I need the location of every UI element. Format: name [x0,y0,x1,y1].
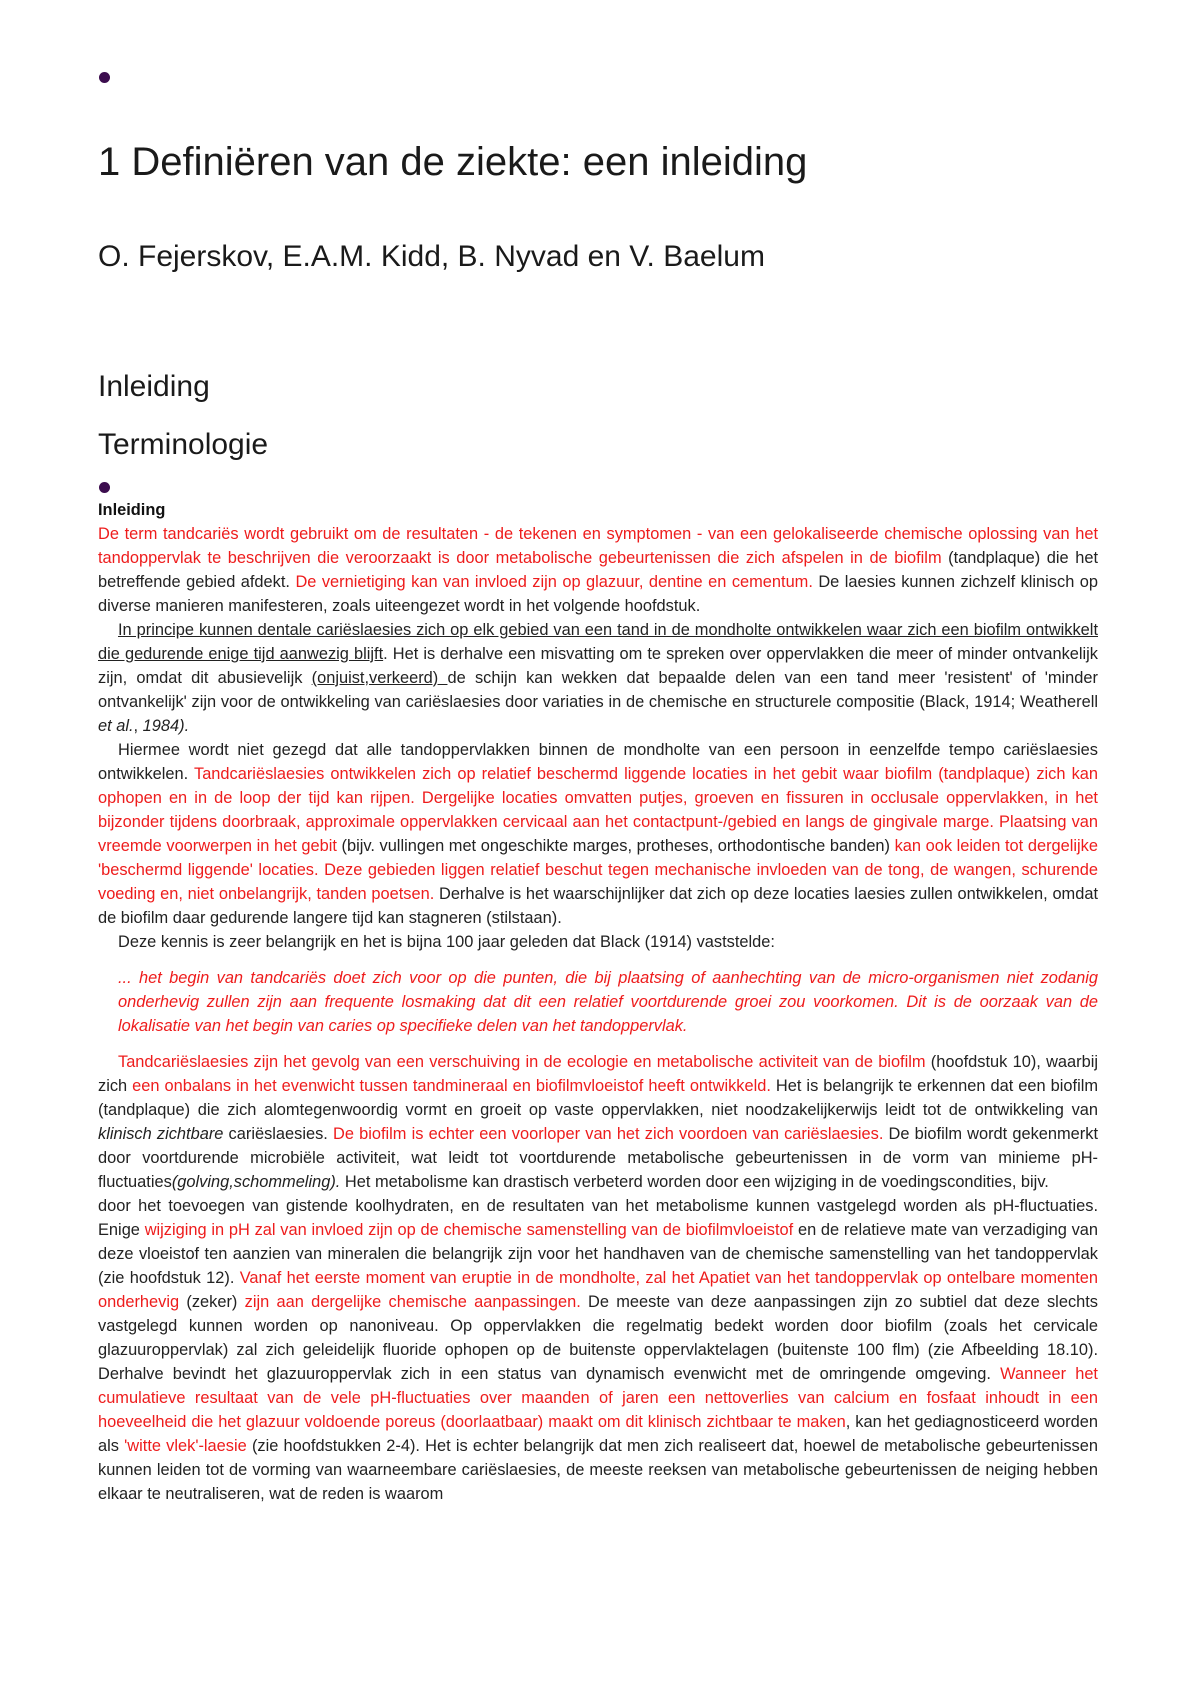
highlighted-text: wijziging in pH zal van invloed zijn op de chemische samenstelling van de biofilmvloeistof [144,1221,794,1239]
italic-text: et al. [98,717,134,735]
text: . Het is derhalve een misvatting om te spreken over oppervlakken die meer of minder ontvankelijk zijn, omdat dit abusievelijk [98,645,1099,687]
text: De meeste van deze aanpassingen zijn zo subtiel dat deze slechts vastgelegd kunnen worden op nanoniveau. Op oppervlakken die regelmatig bedekt worden door biofilm (zoals het cervicale glazuuroppervlak) zal zich geleidelijk fluoride ophopen op de buitenste oppervlaktelagen (buitenste 100 flm) (zie Afbeelding 18.10). Derhalve bevindt het glazuuroppervlak zich in een status van dynamisch evenwicht met de omringende omgeving. [98,1293,1099,1383]
section-heading-inleiding: Inleiding [98,370,210,403]
text: door het toevoegen van gistende koolhydraten, en de resultaten van het metabolisme kunnen vastgelegd worden als pH-fluctuaties. Enige [98,1197,1098,1239]
underlined-text: In principe kunnen dentale cariëslaesies zich op elk gebied van een tand in de mondholte ontwikkelen waar zich een biofilm ontwikkelt die gedurende enige tijd aanwezig blijft [98,621,1098,663]
italic-text: 1984). [142,717,190,735]
italic-text: (golving,schommeling). [171,1173,341,1191]
text: (zie hoofdstukken 2-4). Het is echter belangrijk dat men zich realiseert dat, hoewel de metabolische gebeurtenissen kunnen leiden tot de vorming van waarneembare cariëslaesies, de meeste reeksen van metabolische gebeurtenissen de neiging hebben elkaar te neutraliseren, wat de reden is waarom [98,1437,1098,1503]
text: , kan het gediagnosticeerd worden als [98,1413,1098,1455]
highlighted-text: Vanaf het eerste moment van eruptie in de mondholte, zal het Apatiet van het tandoppervlak op ontelbare momenten onderhevig [98,1269,1098,1311]
paragraph [98,1050,1098,1194]
chapter-title: 1 Definiëren van de ziekte: een inleiding [98,140,808,184]
highlighted-text: De biofilm is echter een voorloper van het zich voordoen van cariëslaesies. [333,1125,884,1143]
text: (hoofdstuk 10), waarbij zich [98,1053,1098,1095]
highlighted-text: zijn aan dergelijke chemische aanpassingen. [244,1293,581,1311]
text: en de relatieve mate van verzadiging van deze vloeistof ten aanzien van mineralen die belangrijk zijn voor het handhaven van de chemische samenstelling van het tandoppervlak (zie hoofdstuk 12). [98,1221,1098,1287]
paragraph [98,618,1098,738]
highlighted-text: kan ook leiden tot dergelijke 'beschermd liggende' locaties. Deze gebieden liggen relatief beschut tegen mechanische invloeden van de tong, de wangen, schurende voeding en, niet onbelangrijk, tanden poetsen. [98,837,1098,903]
section-heading-terminologie: Terminologie [98,428,269,461]
highlighted-text: De vernietiging kan van invloed zijn op glazuur, dentine en cementum. [295,573,813,591]
paragraph [98,1194,1098,1506]
body-text [98,498,1098,1506]
paragraph [98,738,1098,930]
highlighted-text: Tandcariëslaesies ontwikkelen zich op relatief beschermd liggende locaties in het gebit waar biofilm (tandplaque) zich kan ophopen en in de loop der tijd kan rijpen. Dergelijke locaties omvatten putjes, groeven en fissuren in occlusale oppervlakken, in het bijzonder tijdens doorbraak, approximale oppervlakken cervicaal aan het contactpunt-/gebied en langs de gingivale marge. Plaatsing van vreemde voorwerpen in het gebit [98,765,1098,855]
authors: O. Fejerskov, E.A.M. Kidd, B. Nyvad en V. Baelum [98,240,765,273]
subheading: Inleiding [98,501,166,519]
text: De biofilm wordt gekenmerkt door voortdurende microbiële activiteit, wat leidt tot voortdurende metabolische gebeurtenissen in de vorm van minieme pH-fluctuaties [98,1125,1099,1191]
highlighted-text: 'witte vlek'-laesie [124,1437,247,1455]
highlighted-text: Wanneer het cumulatieve resultaat van de vele pH-fluctuaties over maanden of jaren een nettoverlies van calcium en fosfaat inhoudt in een hoeveelheid die het glazuur voldoende poreus (doorlaatbaar) maakt om dit klinisch zichtbaar te maken [98,1365,1098,1431]
text: , [133,717,143,735]
text: Hiermee wordt niet gezegd dat alle tandoppervlakken binnen de mondholte van een persoon in eenzelfde tempo cariëslaesies ontwikkelen. [98,741,1098,783]
text: cariëslaesies. [223,1125,333,1143]
text: Het metabolisme kan drastisch verbeterd worden door een wijziging in de voedingscondities, bijv. [340,1173,1049,1191]
text: Het is belangrijk te erkennen dat een biofilm (tandplaque) die zich alomtegenwoordig vormt en groeit op vaste oppervlakken, niet noodzakelijkerwijs leidt tot de ontwikkeling van [98,1077,1099,1119]
bullet-icon [99,482,110,493]
text: De laesies kunnen zichzelf klinisch op diverse manieren manifesteren, zoals uiteengezet wordt in het volgende hoofdstuk. [98,573,1099,615]
text: (tandplaque) die het betreffende gebied afdekt. [98,549,1098,591]
highlighted-text: een onbalans in het evenwicht tussen tandmineraal en biofilmvloeistof heeft ontwikkeld. [132,1077,771,1095]
bullet-icon [99,72,110,83]
paragraph: Deze kennis is zeer belangrijk en het is bijna 100 jaar geleden dat Black (1914) vaststelde: [118,933,775,951]
text: de schijn kan wekken dat bepaalde delen van een tand meer 'resistent' of 'minder ontvankelijk' zijn voor de ontwikkeling van cariëslaesies door variaties in de chemische en structurele compositie (Black, 1914; Weatherell [98,669,1098,711]
text: Derhalve is het waarschijnlijker dat zich op deze locaties laesies zullen ontwikkelen, omdat de biofilm daar gedurende langere tijd kan stagneren (stilstaan). [98,885,1098,927]
highlighted-text: Tandcariëslaesies zijn het gevolg van een verschuiving in de ecologie en metabolische activiteit van de biofilm [118,1053,926,1071]
italic-text: klinisch zichtbare [98,1125,224,1143]
block-quote: ... het begin van tandcariës doet zich voor op die punten, die bij plaatsing of aanhechting van de micro-organismen niet zodanig onderhevig zullen zijn aan frequente losmaking dat dit een relatief voortdurende groei zou voorkomen. Dit is de oorzaak van de lokalisatie van het begin van caries op specifieke delen van het tandoppervlak. [118,969,1098,1035]
text: (zeker) [179,1293,245,1311]
highlighted-text: De term tandcariës wordt gebruikt om de resultaten - de tekenen en symptomen - van een gelokaliseerde chemische oplossing van het tandoppervlak te beschrijven die veroorzaakt is door metabolische gebeurtenissen die zich afspelen in de biofilm [98,525,1098,567]
underlined-text: (onjuist,verkeerd) [311,669,448,687]
paragraph [98,522,1098,618]
text: (bijv. vullingen met ongeschikte marges, protheses, orthodontische banden) [336,837,895,855]
